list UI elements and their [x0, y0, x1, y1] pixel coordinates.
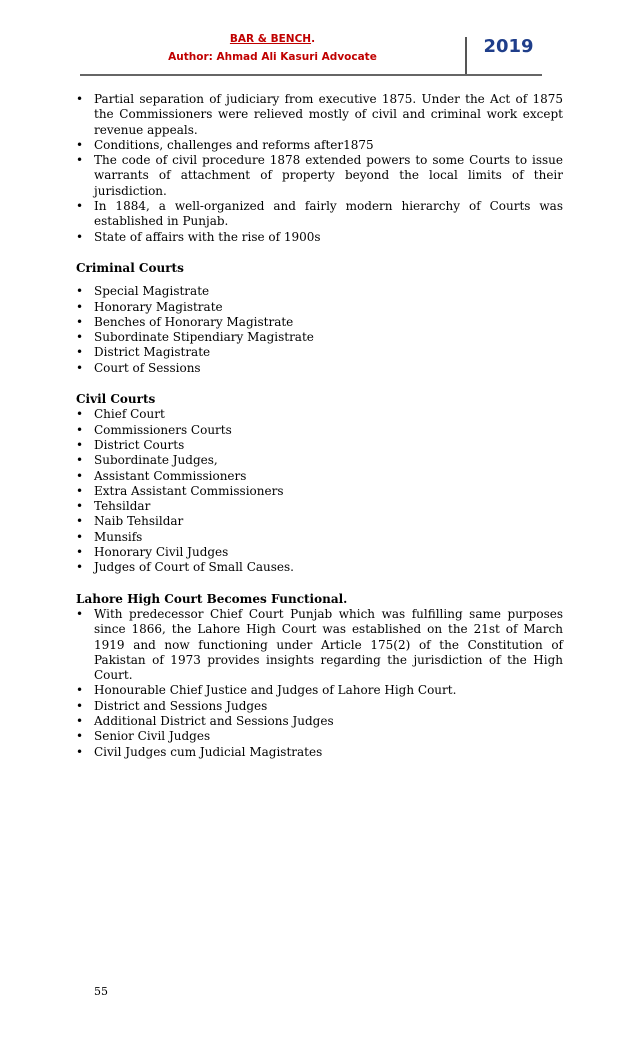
bullet-icon: • [76, 499, 84, 514]
bullet-icon: • [76, 744, 84, 759]
bullet-icon: • [76, 683, 84, 698]
lahore-high-court-list [76, 607, 563, 760]
list-item [76, 330, 563, 345]
header-rule [80, 74, 542, 76]
civil-courts-list [76, 407, 563, 575]
header-title-dot: . [311, 33, 316, 45]
list-item [76, 199, 563, 230]
criminal-courts-heading: Criminal Courts [76, 260, 184, 275]
list-item-text: Conditions, challenges and reforms after1875 [94, 137, 374, 152]
list-item [76, 545, 563, 560]
bullet-icon: • [76, 529, 84, 544]
header-author: Author: Ahmad Ali Kasuri Advocate [168, 51, 377, 63]
list-item-text: With predecessor Chief Court Punjab which was fulfilling same purposes since 1866, the Lahore High Court was established on the 21st of March 1919 and now functioning under Article 175(2) of the Constitution of Pakistan of 1973 provides insights regarding the jurisdiction of the High Court. [94, 606, 563, 683]
list-item-text: Civil Judges cum Judicial Magistrates [94, 744, 323, 759]
list-item-text: Commissioners Courts [94, 422, 232, 437]
list-item [76, 438, 563, 453]
list-item [76, 714, 563, 729]
bullet-icon: • [76, 437, 84, 452]
list-item-text: Extra Assistant Commissioners [94, 483, 284, 498]
list-item [76, 683, 563, 698]
page-number: 55 [94, 985, 108, 998]
bullet-icon: • [76, 360, 84, 375]
list-item [76, 729, 563, 744]
list-item [76, 484, 563, 499]
page-header [80, 30, 542, 76]
list-item [76, 469, 563, 484]
list-item-text: State of affairs with the rise of 1900s [94, 229, 321, 244]
list-item [76, 153, 563, 199]
bullet-icon: • [76, 345, 84, 360]
bullet-icon: • [76, 545, 84, 560]
bullet-icon: • [76, 137, 84, 152]
list-item-text: Additional District and Sessions Judges [94, 713, 334, 728]
list-item [76, 453, 563, 468]
bullet-icon: • [76, 453, 84, 468]
list-item [76, 423, 563, 438]
list-item-text: District Magistrate [94, 345, 211, 360]
bullet-icon: • [76, 514, 84, 529]
bullet-icon: • [76, 698, 84, 713]
header-year: 2019 [483, 36, 534, 57]
bullet-icon: • [76, 422, 84, 437]
list-item [76, 361, 563, 376]
header-title [80, 30, 465, 48]
list-item [76, 300, 563, 315]
list-item-text: In 1884, a well-organized and fairly modern hierarchy of Courts was established in Punjab. [94, 199, 563, 229]
list-item [76, 514, 563, 529]
bullet-icon: • [76, 560, 84, 575]
header-left-block [80, 30, 465, 66]
bullet-icon: • [76, 729, 84, 744]
list-item-text: Subordinate Stipendiary Magistrate [94, 330, 314, 345]
bullet-icon: • [76, 483, 84, 498]
list-item-text: Senior Civil Judges [94, 729, 211, 744]
list-item-text: Naib Tehsildar [94, 514, 184, 529]
list-item [76, 499, 563, 514]
list-item [76, 315, 563, 330]
bullet-icon: • [76, 314, 84, 329]
bullet-icon: • [76, 284, 84, 299]
list-item [76, 560, 563, 575]
list-item [76, 407, 563, 422]
intro-list [76, 92, 563, 245]
list-item-text: Judges of Court of Small Causes. [94, 560, 294, 575]
criminal-courts-list [76, 284, 563, 376]
bullet-icon: • [76, 153, 84, 168]
lahore-high-court-heading: Lahore High Court Becomes Functional. [76, 591, 348, 606]
list-item-text: Honorary Magistrate [94, 299, 223, 314]
page-content [76, 92, 563, 760]
list-item [76, 530, 563, 545]
civil-courts-heading: Civil Courts [76, 392, 156, 407]
list-item-text: Assistant Commissioners [94, 468, 247, 483]
list-item-text: Honourable Chief Justice and Judges of Lahore High Court. [94, 683, 457, 698]
bullet-icon: • [76, 229, 84, 244]
list-item-text: District Courts [94, 437, 185, 452]
list-item [76, 745, 563, 760]
list-item [76, 92, 563, 138]
bullet-icon: • [76, 468, 84, 483]
bullet-icon: • [76, 299, 84, 314]
list-item-text: Honorary Civil Judges [94, 545, 229, 560]
list-item [76, 345, 563, 360]
list-item-text: Tehsildar [94, 499, 151, 514]
list-item-text: Court of Sessions [94, 360, 201, 375]
list-item [76, 230, 563, 245]
list-item-text: The code of civil procedure 1878 extended powers to some Courts to issue warrants of attachment of property beyond the local limits of their jurisdiction. [94, 153, 563, 198]
list-item-text: Chief Court [94, 407, 165, 422]
list-item [76, 284, 563, 299]
list-item [76, 138, 563, 153]
bullet-icon: • [76, 330, 84, 345]
bullet-icon: • [76, 199, 84, 214]
list-item [76, 607, 563, 683]
bullet-icon: • [76, 92, 84, 106]
bullet-icon: • [76, 407, 84, 422]
list-item-text: District and Sessions Judges [94, 698, 268, 713]
bullet-icon: • [76, 606, 84, 621]
list-item-text: Subordinate Judges, [94, 453, 218, 468]
header-title-text: BAR & BENCH [229, 33, 312, 45]
list-item-text: Partial separation of judiciary from executive 1875. Under the Act of 1875 the Commissioners were relieved mostly of civil and criminal work except revenue appeals. [94, 92, 563, 137]
list-item-text: Special Magistrate [94, 284, 210, 299]
list-item-text: Munsifs [94, 529, 143, 544]
list-item-text: Benches of Honorary Magistrate [94, 314, 294, 329]
list-item [76, 699, 563, 714]
header-divider [465, 37, 467, 75]
bullet-icon: • [76, 713, 84, 728]
